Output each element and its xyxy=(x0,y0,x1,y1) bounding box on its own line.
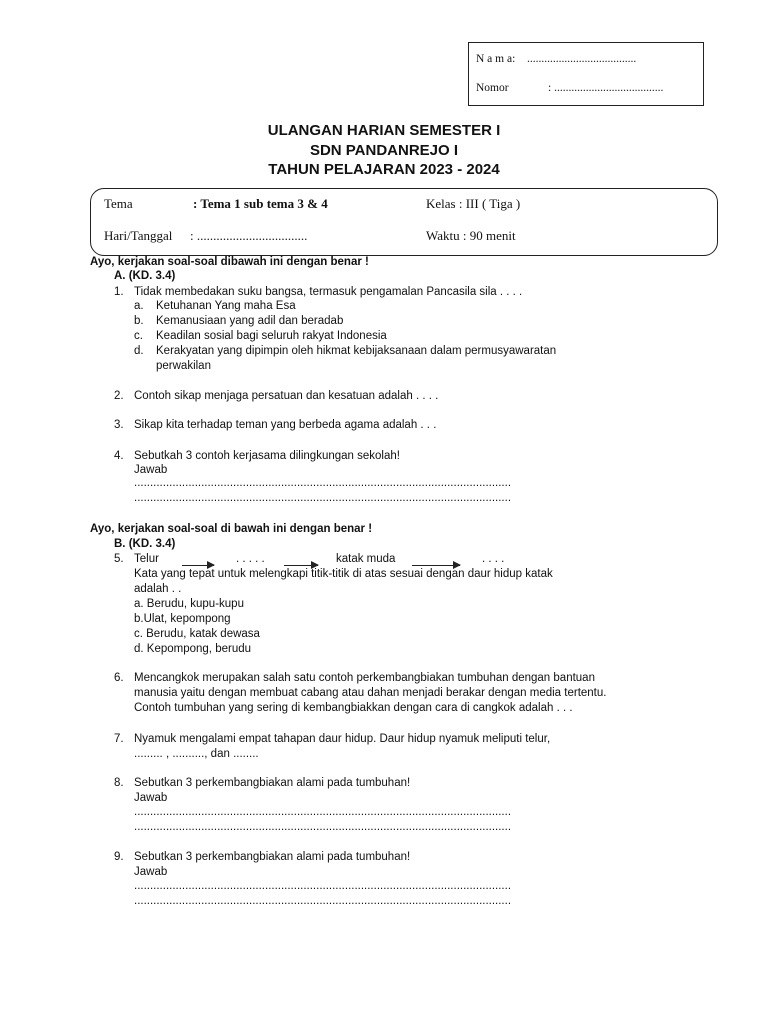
hari-field[interactable]: : .................................. xyxy=(190,228,308,243)
q7-text: Nyamuk mengalami empat tahapan daur hidup. Daur hidup nyamuk meliputi telur, xyxy=(134,733,551,745)
q1-option-letter: a. xyxy=(134,300,144,312)
q8-jawab-label: Jawab xyxy=(134,792,168,804)
q5-option-b: b.Ulat, kepompong xyxy=(134,613,231,625)
q9-answer-line[interactable]: ...................................................................................................................... xyxy=(134,895,512,907)
q5-number: 5. xyxy=(114,553,124,565)
waktu-info: Waktu : 90 menit xyxy=(426,228,516,243)
arrow-right-icon xyxy=(412,565,460,566)
exam-title: ULANGAN HARIAN SEMESTER I xyxy=(267,122,501,139)
q5-option-d: d. Kepompong, berudu xyxy=(134,643,252,655)
kelas-info: Kelas : III ( Tiga ) xyxy=(426,196,521,211)
number-field[interactable]: : ...................................... xyxy=(548,82,664,94)
q3-text: Sikap kita terhadap teman yang berbeda agama adalah . . . xyxy=(134,419,437,431)
q9-answer-line[interactable]: ...................................................................................................................... xyxy=(134,880,512,892)
q6-text: manusia yaitu dengan membuat cabang atau dahan menjadi berakar dengan media tertentu. xyxy=(134,687,607,699)
q5-word-telur: Telur xyxy=(134,553,159,565)
hari-label: Hari/Tanggal xyxy=(104,228,173,243)
q6-number: 6. xyxy=(114,672,124,684)
q2-number: 2. xyxy=(114,390,124,402)
arrow-right-icon xyxy=(284,565,318,566)
q1-option-b: Kemanusiaan yang adil dan beradab xyxy=(156,315,344,327)
q5-blank-1: . . . . . xyxy=(236,553,265,565)
q4-jawab-label: Jawab xyxy=(134,464,168,476)
q1-option-letter: c. xyxy=(134,330,143,342)
q4-answer-line[interactable]: ...................................................................................................................... xyxy=(134,477,512,489)
school-name: SDN PANDANREJO I xyxy=(309,142,459,159)
q9-text: Sebutkan 3 perkembangbiakan alami pada tumbuhan! xyxy=(134,851,411,863)
q9-jawab-label: Jawab xyxy=(134,866,168,878)
tema-value: : Tema 1 sub tema 3 & 4 xyxy=(193,196,328,211)
q4-text: Sebutkah 3 contoh kerjasama dilingkungan sekolah! xyxy=(134,450,400,462)
section-a-instruction: Ayo, kerjakan soal-soal dibawah ini dengan benar ! xyxy=(90,256,369,268)
q3-number: 3. xyxy=(114,419,124,431)
arrow-right-icon xyxy=(182,565,214,566)
section-a-label: A. (KD. 3.4) xyxy=(114,270,176,282)
q2-text: Contoh sikap menjaga persatuan dan kesatuan adalah . . . . xyxy=(134,390,439,402)
q5-text-continued: adalah . . xyxy=(134,583,182,595)
q1-option-d-continued: perwakilan xyxy=(156,360,211,372)
q1-option-a: Ketuhanan Yang maha Esa xyxy=(156,300,296,312)
name-field[interactable]: ...................................... xyxy=(527,53,637,65)
q9-number: 9. xyxy=(114,851,124,863)
q5-option-c: c. Berudu, katak dewasa xyxy=(134,628,260,640)
number-label: Nomor xyxy=(476,82,509,94)
q5-word-katak-muda: katak muda xyxy=(336,553,396,565)
q1-option-letter: b. xyxy=(134,315,144,327)
q7-number: 7. xyxy=(114,733,124,745)
q1-option-letter: d. xyxy=(134,345,144,357)
q8-text: Sebutkan 3 perkembangbiakan alami pada tumbuhan! xyxy=(134,777,411,789)
q1-text: Tidak membedakan suku bangsa, termasuk pengamalan Pancasila sila . . . . xyxy=(134,286,523,298)
q4-answer-line[interactable]: ...................................................................................................................... xyxy=(134,492,512,504)
q6-text: Contoh tumbuhan yang sering di kembangbiakkan dengan cara di cangkok adalah . . . xyxy=(134,702,573,714)
q5-option-a: a. Berudu, kupu-kupu xyxy=(134,598,244,610)
section-b-instruction: Ayo, kerjakan soal-soal di bawah ini dengan benar ! xyxy=(90,523,373,535)
q6-text: Mencangkok merupakan salah satu contoh perkembangbiakan tumbuhan dengan bantuan xyxy=(134,672,595,684)
q8-answer-line[interactable]: ...................................................................................................................... xyxy=(134,806,512,818)
q1-number: 1. xyxy=(114,286,124,298)
q1-option-d: Kerakyatan yang dipimpin oleh hikmat kebijaksanaan dalam permusyawaratan xyxy=(156,345,557,357)
q8-answer-line[interactable]: ...................................................................................................................... xyxy=(134,821,512,833)
exam-info-box xyxy=(90,188,718,256)
school-year: TAHUN PELAJARAN 2023 - 2024 xyxy=(268,161,500,178)
q4-number: 4. xyxy=(114,450,124,462)
q5-text: Kata yang tepat untuk melengkapi titik-titik di atas sesuai dengan daur hidup katak xyxy=(134,568,553,580)
section-b-label: B. (KD. 3.4) xyxy=(114,538,176,550)
name-label: N a m a: xyxy=(476,53,516,65)
q5-blank-2: . . . . xyxy=(482,553,505,565)
q1-option-c: Keadilan sosial bagi seluruh rakyat Indonesia xyxy=(156,330,387,342)
q8-number: 8. xyxy=(114,777,124,789)
q7-text-blanks: ......... , .........., dan ........ xyxy=(134,748,259,760)
tema-label: Tema xyxy=(104,196,133,211)
